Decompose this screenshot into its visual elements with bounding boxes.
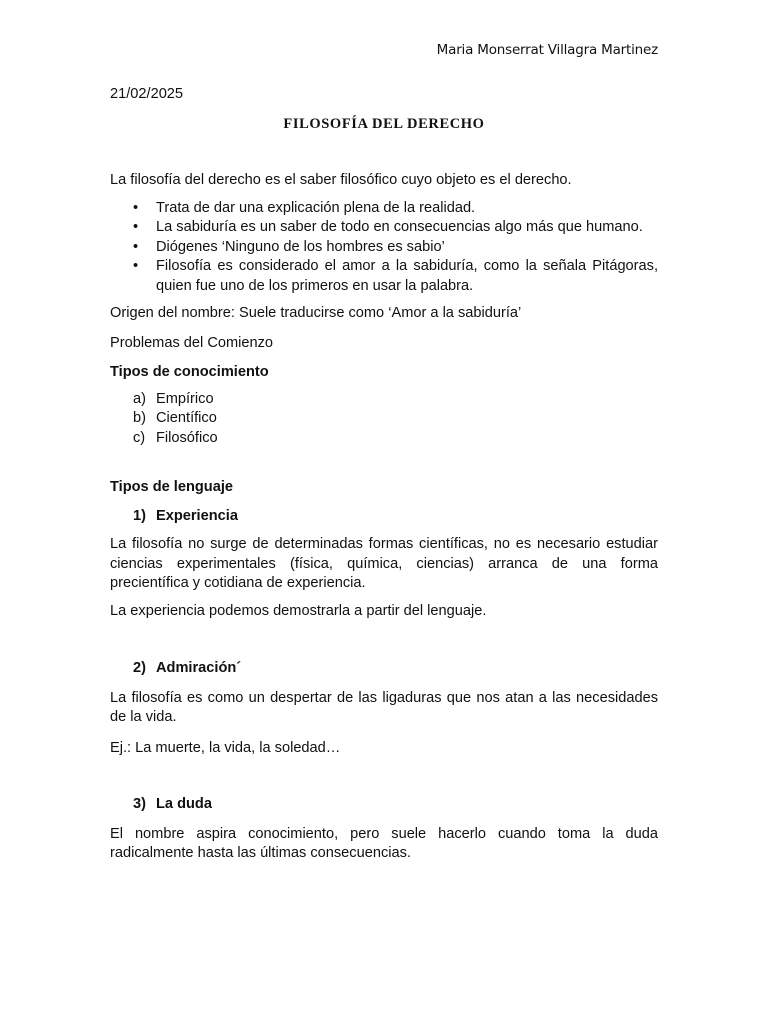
list-marker: b) xyxy=(133,410,146,426)
knowledge-text: Científico xyxy=(156,410,217,426)
bullet-item xyxy=(110,257,658,296)
bullet-item xyxy=(110,238,658,258)
header-author: Maria Monserrat Villagra Martinez xyxy=(436,42,658,58)
section-paragraph: La filosofía es como un despertar de las ligaduras que nos atan a las necesidades de la vida. xyxy=(110,689,658,725)
knowledge-text: Empírico xyxy=(156,390,214,407)
origin-paragraph: Origen del nombre: Suele traducirse como ‘Amor a la sabiduría’ xyxy=(110,305,522,321)
section-paragraph: La experiencia podemos demostrarla a partir del lenguaje. xyxy=(110,602,487,619)
knowledge-list xyxy=(110,390,658,449)
problems-paragraph: Problemas del Comienzo xyxy=(110,334,274,351)
bullet-icon: • xyxy=(133,238,139,255)
section-number: 2) xyxy=(133,660,146,676)
section-paragraph: La filosofía no surge de determinadas formas científicas, no es necesario estudiar ciencias experimentales (física, química, ciencias) arranca de una forma precientífica y cotidiana de experiencia. xyxy=(110,536,658,591)
section-title: Experiencia xyxy=(156,507,238,524)
document-body xyxy=(110,85,658,864)
section-heading-duda xyxy=(110,795,658,815)
list-marker: c) xyxy=(133,429,146,446)
bullet-list xyxy=(110,199,658,297)
section-paragraph: El nombre aspira conocimiento, pero suele hacerlo cuando toma la duda radicalmente hasta las últimas consecuencias. xyxy=(110,825,658,861)
knowledge-item xyxy=(110,429,658,449)
bullet-icon: • xyxy=(133,199,139,216)
knowledge-item xyxy=(110,409,658,429)
section-paragraph: Ej.: La muerte, la vida, la soledad… xyxy=(110,739,341,756)
bullet-item xyxy=(110,199,658,219)
intro-paragraph: La filosofía del derecho es el saber filosófico cuyo objeto es el derecho. xyxy=(110,172,572,188)
knowledge-text: Filosófico xyxy=(156,429,218,446)
language-heading: Tipos de lenguaje xyxy=(110,479,233,495)
section-number: 1) xyxy=(133,507,146,524)
section-heading-admiracion xyxy=(110,659,658,679)
section-title: Admiración´ xyxy=(156,660,242,676)
section-title: La duda xyxy=(156,796,212,812)
bullet-text: Diógenes ‘Ninguno de los hombres es sabio’ xyxy=(156,238,445,255)
bullet-text: Filosofía es considerado el amor a la sabiduría, como la señala Pitágoras, quien fue uno de los primeros en usar la palabra. xyxy=(156,258,658,294)
document-title: FILOSOFÍA DEL DERECHO xyxy=(283,115,485,132)
document-date: 21/02/2025 xyxy=(110,86,184,102)
knowledge-item xyxy=(110,390,658,410)
list-marker: a) xyxy=(133,390,146,407)
knowledge-heading: Tipos de conocimiento xyxy=(110,364,269,380)
bullet-text: Trata de dar una explicación plena de la realidad. xyxy=(156,199,476,216)
bullet-item xyxy=(110,218,658,238)
section-number: 3) xyxy=(133,796,146,812)
bullet-icon: • xyxy=(133,219,139,235)
bullet-icon: • xyxy=(133,258,139,274)
section-heading-experiencia xyxy=(110,507,658,527)
bullet-text: La sabiduría es un saber de todo en consecuencias algo más que humano. xyxy=(156,219,643,235)
